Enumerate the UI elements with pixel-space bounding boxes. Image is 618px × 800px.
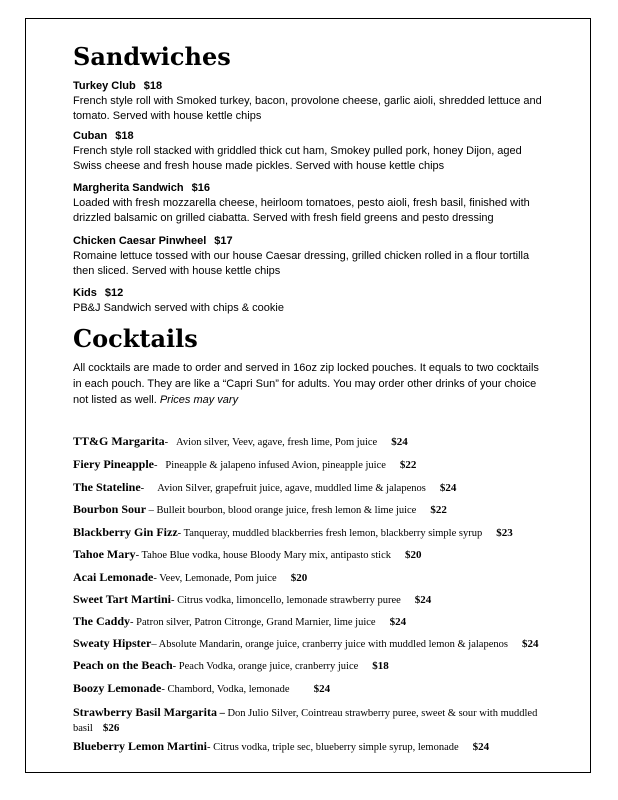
cocktail-item: [73, 658, 548, 674]
sandwich-item: [73, 129, 543, 174]
cocktails-intro-text: All cocktails are made to order and served in 16oz zip locked pouches. It equals to two cocktails in each pouch. They are like a “Capri Sun” for adults. You may order other drinks of your choice not listed as well.: [73, 362, 539, 406]
cocktail-name: Fiery Pineapple: [73, 457, 154, 471]
cocktail-description: Absolute Mandarin, orange juice, cranberry juice with muddled lemon & jalapenos: [158, 639, 508, 650]
cocktail-separator: –: [216, 708, 225, 719]
cocktail-name: Acai Lemonade: [73, 570, 154, 584]
cocktail-separator: -: [161, 684, 165, 695]
cocktail-price: $23: [496, 527, 513, 539]
cocktail-name: Bourbon Sour: [73, 502, 147, 516]
cocktails-price-note: Prices may vary: [159, 394, 239, 406]
cocktail-separator: -: [153, 573, 157, 584]
cocktail-price: $24: [391, 436, 408, 448]
cocktail-description: Chambord, Vodka, lemonade: [167, 684, 290, 695]
cocktail-price: $22: [399, 459, 417, 471]
sandwich-item: [73, 79, 543, 124]
cocktail-name: Boozy Lemonade: [73, 681, 162, 695]
sandwich-price: $18: [115, 130, 134, 142]
cocktail-name: The Caddy: [73, 614, 131, 628]
cocktail-item: [73, 434, 548, 450]
cocktail-price: $26: [102, 722, 120, 734]
cocktail-separator: -: [171, 595, 175, 606]
cocktail-description: Avion Silver, grapefruit juice, agave, muddled lime & jalapenos: [157, 483, 426, 494]
sandwich-description: Loaded with fresh mozzarella cheese, heirloom tomatoes, pesto aioli, fresh basil, finished with drizzled balsamic on grilled ciabatta. Served with fresh field greens and pesto dressing: [73, 197, 530, 224]
sandwich-price: $12: [104, 287, 124, 299]
sandwich-name: Kids: [73, 287, 97, 299]
sandwich-description: French style roll stacked with griddled thick cut ham, Smokey pulled pork, honey Dijon, aged Swiss cheese and fresh house made pickles. Served with house kettle chips: [73, 145, 522, 172]
cocktail-separator: –: [146, 505, 154, 516]
cocktail-price: $20: [290, 572, 308, 584]
cocktail-item: [73, 739, 548, 755]
cocktail-item: [73, 570, 548, 586]
cocktail-item: [73, 636, 548, 652]
cocktail-price: $18: [372, 660, 389, 672]
cocktail-price: $24: [389, 616, 407, 628]
cocktail-price: $24: [472, 741, 490, 753]
cocktail-price: $20: [404, 549, 422, 561]
cocktail-name: Tahoe Mary: [73, 547, 136, 561]
cocktail-name: Sweaty Hipster: [73, 636, 152, 650]
cocktail-name: Strawberry Basil Margarita: [73, 705, 217, 719]
cocktail-description: Citrus vodka, triple sec, blueberry simple syrup, lemonade: [213, 742, 459, 753]
sandwich-name: Cuban: [73, 130, 108, 142]
cocktail-name: Blueberry Lemon Martini: [73, 739, 207, 753]
cocktail-item: [73, 547, 548, 563]
sandwich-price: $17: [214, 235, 233, 247]
cocktail-description: Citrus vodka, limoncello, lemonade strawberry puree: [177, 595, 401, 606]
cocktail-price: $24: [313, 683, 331, 695]
sandwich-name: Turkey Club: [73, 80, 136, 92]
cocktail-separator: -: [135, 550, 140, 561]
cocktail-separator: –: [151, 639, 157, 650]
cocktails-intro: [73, 360, 548, 408]
sandwich-item: [73, 234, 543, 279]
cocktails-heading: Cocktails: [73, 324, 198, 353]
sandwiches-heading: Sandwiches: [73, 42, 231, 71]
cocktail-name: Blackberry Gin Fizz: [73, 525, 178, 539]
cocktail-description: Tanqueray, muddled blackberries fresh lemon, blackberry simple syrup: [183, 528, 483, 539]
cocktail-item: [73, 614, 548, 630]
cocktail-item: [73, 457, 548, 473]
sandwich-item: [73, 181, 543, 226]
cocktail-separator: -: [140, 483, 145, 494]
cocktail-separator: -: [206, 742, 211, 753]
sandwich-item: [73, 286, 543, 316]
sandwich-name: Margherita Sandwich: [73, 182, 184, 194]
sandwich-price: $18: [143, 80, 163, 92]
cocktail-item: [73, 592, 548, 608]
cocktail-description: Bulleit bourbon, blood orange juice, fresh lemon & lime juice: [156, 505, 417, 516]
cocktail-item: [73, 681, 548, 697]
cocktail-description: Veev, Lemonade, Pom juice: [159, 573, 277, 584]
cocktail-price: $22: [430, 504, 447, 516]
cocktail-name: TT&G Margarita: [73, 434, 165, 448]
cocktail-separator: -: [154, 460, 158, 471]
cocktail-description: Avion silver, Veev, agave, fresh lime, Pom juice: [176, 437, 378, 448]
cocktail-description: Patron silver, Patron Citronge, Grand Marnier, lime juice: [136, 617, 376, 628]
sandwich-description: French style roll with Smoked turkey, bacon, provolone cheese, garlic aioli, shredded lettuce and tomato. Served with house kettle chips: [73, 95, 542, 122]
cocktail-separator: -: [164, 437, 169, 448]
cocktail-price: $24: [414, 594, 432, 606]
cocktail-separator: -: [172, 661, 177, 672]
cocktail-item: [73, 525, 548, 541]
cocktail-price: $24: [521, 638, 539, 650]
sandwich-description: Romaine lettuce tossed with our house Caesar dressing, grilled chicken rolled in a flour tortilla then sliced. Served with house kettle chips: [73, 250, 530, 277]
cocktail-description: Pineapple & jalapeno infused Avion, pineapple juice: [165, 460, 386, 471]
cocktail-description: Peach Vodka, orange juice, cranberry juice: [178, 661, 359, 672]
cocktail-item: [73, 480, 548, 496]
cocktail-item: [73, 502, 548, 518]
sandwich-name: Chicken Caesar Pinwheel: [73, 235, 207, 247]
cocktail-name: Peach on the Beach: [73, 658, 173, 672]
cocktail-price: $24: [439, 482, 457, 494]
cocktail-name: Sweet Tart Martini: [73, 592, 171, 606]
cocktail-description: Don Julio Silver, Cointreau strawberry puree, sweet & sour with muddled basil: [73, 708, 538, 734]
sandwich-price: $16: [191, 182, 210, 194]
cocktail-name: The Stateline: [73, 480, 141, 494]
cocktail-separator: -: [177, 528, 182, 539]
cocktail-separator: -: [130, 617, 134, 628]
sandwich-description: PB&J Sandwich served with chips & cookie: [73, 302, 284, 314]
cocktail-description: Tahoe Blue vodka, house Bloody Mary mix, antipasto stick: [141, 550, 391, 561]
cocktail-item: [73, 705, 548, 736]
